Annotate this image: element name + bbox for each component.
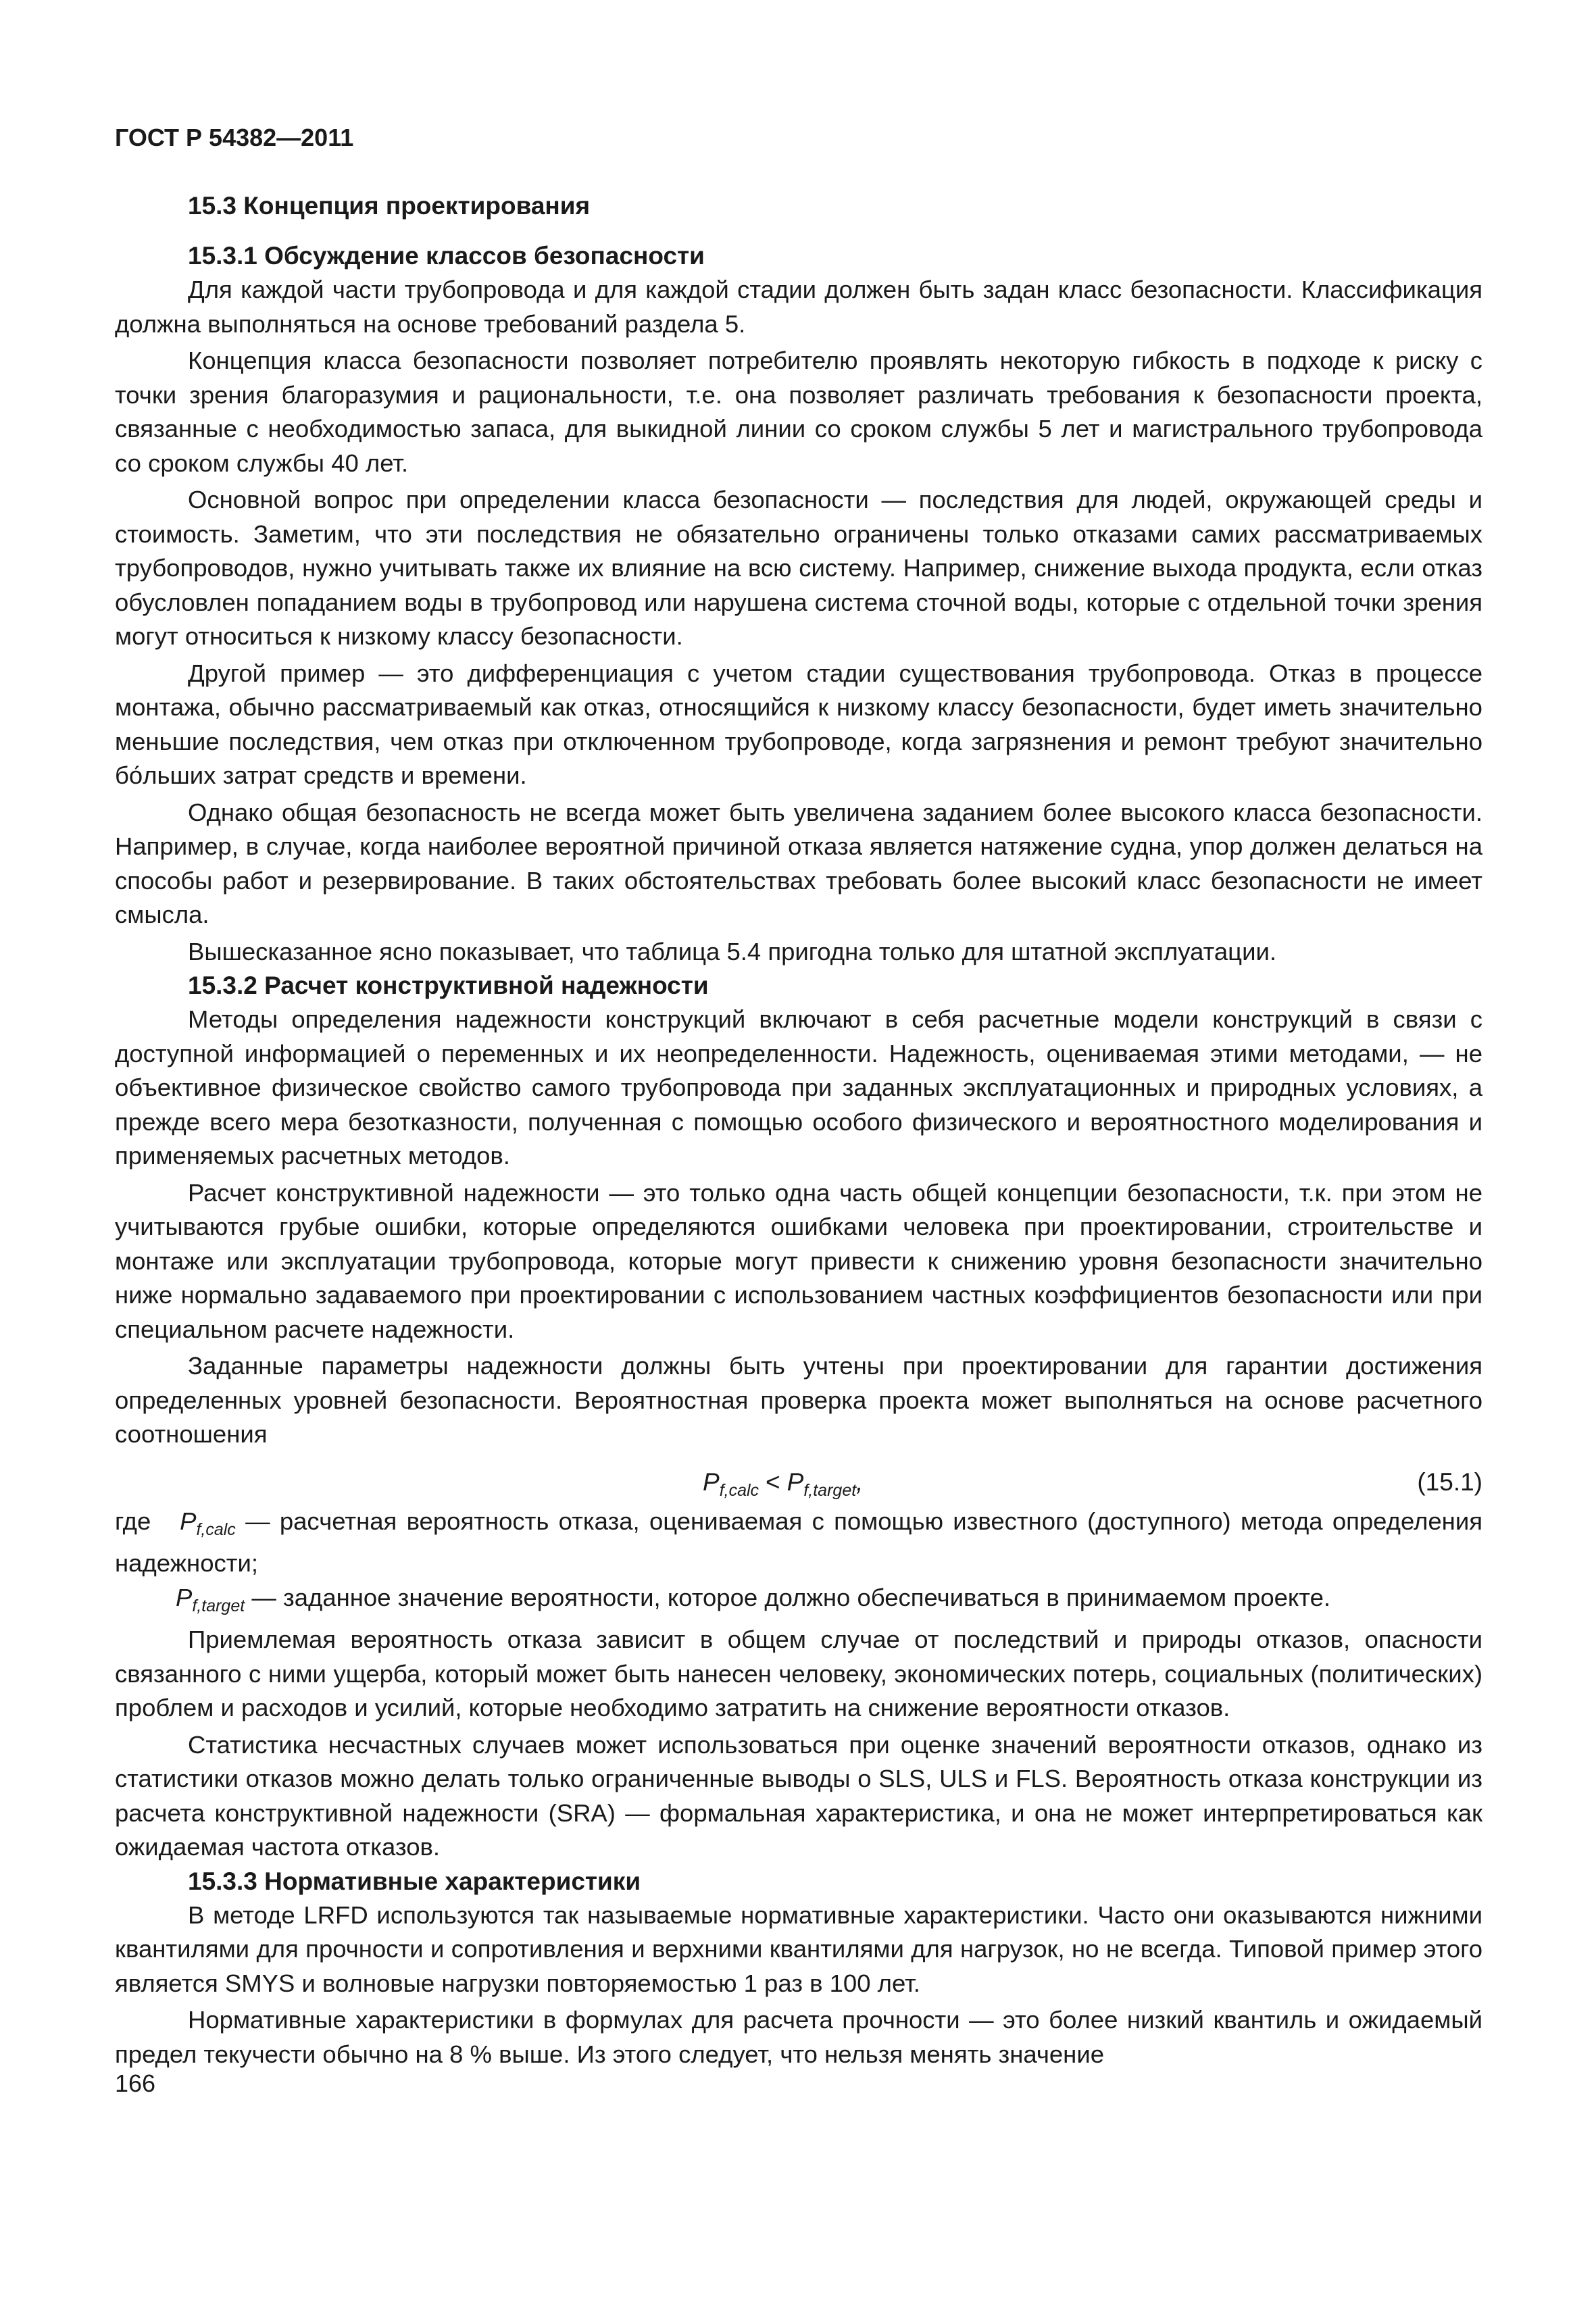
paragraph: Концепция класса безопасности позволяет потребителю проявлять некоторую гибкость в подходе к риску с точки зрения благоразумия и рациональности, т.е. она позволяет различать требования к безопасности проекта, связанные с необходимостью запаса, для выкидной линии со сроком службы 5 лет и магистрального трубопровода со сроком службы 40 лет. (115, 347, 1482, 477)
document-code: ГОСТ Р 54382—2011 (115, 124, 354, 151)
document-page (115, 122, 1482, 2071)
page-number: 166 (115, 2069, 156, 2097)
definition-text: — заданное значение вероятности, которое должно обеспечиваться в принимаемом проекте. (251, 1583, 1331, 1611)
paragraph: Вышесказанное ясно показывает, что таблица 5.4 пригодна только для штатной эксплуатации. (188, 937, 1277, 965)
formula-lhs-subscript: f,calc (719, 1480, 759, 1500)
definition-text: — расчетная вероятность отказа, оцениваемая с помощью известного (доступного) метода определения надежности; (115, 1507, 1482, 1577)
paragraph: Нормативные характеристики в формулах для расчета прочности — это более низкий квантиль и ожидаемый предел текучести обычно на 8 % выше. Из этого следует, что нельзя менять значение (115, 2006, 1482, 2068)
formula-trailing: , (856, 1467, 864, 1496)
formula-rhs-subscript: f,target (803, 1480, 857, 1500)
paragraph: Для каждой части трубопровода и для каждой стадии должен быть задан класс безопасности. Классификация должна выполняться на основе требований раздела 5. (115, 276, 1482, 338)
section-heading-15-3-2: 15.3.2 Расчет конструктивной надежности (188, 972, 709, 999)
section-heading-15-3-3: 15.3.3 Нормативные характеристики (188, 1867, 641, 1895)
formula-number: (15.1) (1417, 1467, 1482, 1496)
paragraph: Другой пример — это дифференциация с учетом стадии существования трубопровода. Отказ в процессе монтажа, обычно рассматриваемый как отказ, относящийся к низкому классу безопасности, будет иметь значительно меньшие последствия, чем отказ при отключенном трубопроводе, когда загрязнения и ремонт требуют значительно бо́льших затрат средств и времени. (115, 659, 1482, 789)
paragraph: Однако общая безопасность не всегда может быть увеличена заданием более высокого класса безопасности. Например, в случае, когда наиболее вероятной причиной отказа является натяжение судна, упор должен делаться на способы работ и резервирование. В таких обстоятельствах требовать более высокий класс безопасности не имеет смысла. (115, 798, 1482, 928)
formula-rhs-symbol: P (787, 1467, 804, 1496)
formula-lhs-symbol: P (703, 1467, 720, 1496)
definition-item (115, 1505, 1482, 1581)
definition-symbol: $P_{f,calc}$ (180, 1507, 236, 1539)
formula-expression (703, 1460, 863, 1513)
paragraph: Заданные параметры надежности должны быть учтены при проектировании для гарантии достижения определенных уровней безопасности. Вероятностная проверка проекта может выполняться на основе расчетного соотношения (115, 1352, 1482, 1448)
paragraph: Методы определения надежности конструкций включают в себя расчетные модели конструкций в связи с доступной информацией о переменных и их неопределенности. Надежность, оцениваемая этими методами, — не объективное физическое свойство самого трубопровода при заданных эксплуатационных и природных условиях, а прежде всего мера безотказности, полученная с помощью особого физического и вероятностного моделирования и применяемых расчетных методов. (115, 1005, 1482, 1169)
section-heading-15-3-1: 15.3.1 Обсуждение классов безопасности (188, 242, 705, 270)
paragraph: Основной вопрос при определении класса безопасности — последствия для людей, окружающей среды и стоимость. Заметим, что эти последствия не обязательно ограничены только отказами самих рассматриваемых трубопроводов, нужно учитывать также их влияние на всю систему. Например, снижение выхода продукта, если отказ обусловлен попаданием воды в трубопровод или нарушена система сточной воды, которые с отдельной точки зрения могут относиться к низкому классу безопасности. (115, 486, 1482, 650)
definition-symbol: $P_{f,target}$ (176, 1583, 245, 1615)
paragraph: Приемлемая вероятность отказа зависит в общем случае от последствий и природы отказов, опасности связанного с ними ущерба, который может быть нанесен человеку, экономических потерь, социальных (политических) проблем и расходов и усилий, которые необходимо затратить на снижение вероятности отказов. (115, 1626, 1482, 1721)
paragraph: В методе LRFD используются так называемые нормативные характеристики. Часто они оказываются нижними квантилями для прочности и сопротивления и верхними квантилями для нагрузок, но не всегда. Типовой пример этого является SMYS и волновые нагрузки повторяемостью 1 раз в 100 лет. (115, 1901, 1482, 1997)
paragraph: Расчет конструктивной надежности — это только одна часть общей концепции безопасности, т.к. при этом не учитываются грубые ошибки, которые определяются ошибками человека при проектировании, строительстве и монтаже или эксплуатации трубопровода, которые могут привести к снижению уровня безопасности значительно ниже нормально задаваемого при проектировании с использованием частных коэффициентов безопасности или при специальном расчете надежности. (115, 1178, 1482, 1343)
section-heading-15-3: 15.3 Концепция проектирования (188, 192, 591, 220)
formula-15-1 (115, 1460, 1482, 1505)
formula-operator: < (766, 1467, 780, 1496)
paragraph: Статистика несчастных случаев может использоваться при оценке значений вероятности отказов, однако из статистики отказов можно делать только ограниченные выводы о SLS, ULS и FLS. Вероятность отказа конструкции из расчета конструктивной надежности (SRA) — формальная характеристика, и она не может интерпретироваться как ожидаемая частота отказов. (115, 1730, 1482, 1861)
definition-where: где (115, 1507, 151, 1535)
definition-item (115, 1581, 1482, 1624)
